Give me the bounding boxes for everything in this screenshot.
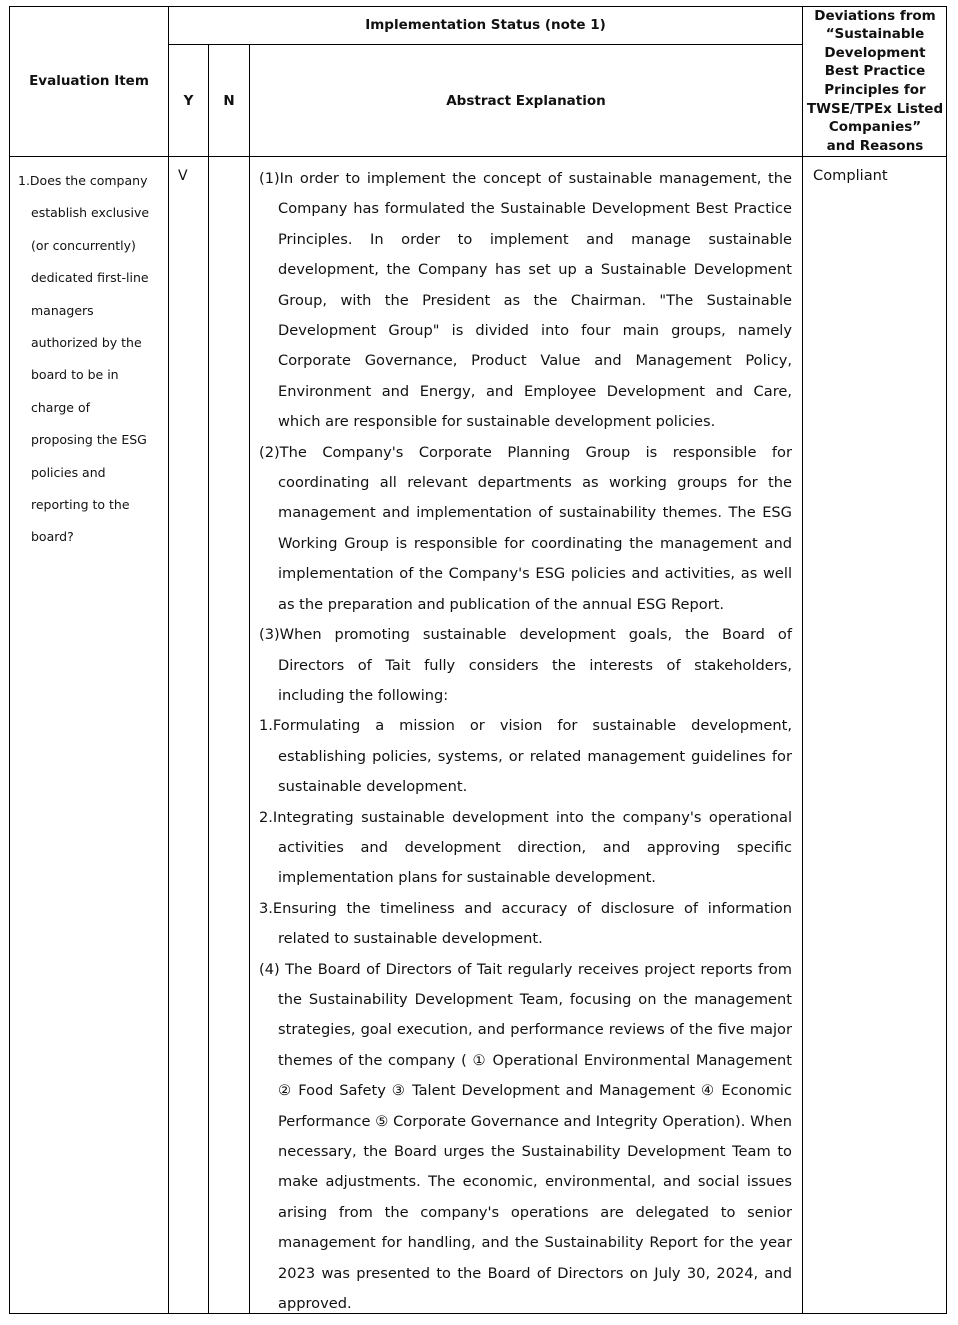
explanation-paragraph: (4) The Board of Directors of Tait regularly receives project reports from the Sustainability Development Team, focusing on the management strategies, goal execution, and performance reviews of the five major themes of the company ( ① Operational Environmental Management ② Food Safety ③ Talent Development and Management ④ Economic Performance ⑤ Corporate Governance and Integrity Operation). When necessary, the Board urges the Sustainability Development Team to make adjustments. The economic, environmental, and social issues arising from the company's operations are delegated to senior management for handling, and the Sustainability Report for the year 2023 was presented to the Board of Directors on July 30, 2024, and approved.: [259, 960, 792, 1313]
divider: [9, 156, 947, 157]
divider: [249, 44, 250, 1314]
evaluation-item-question: 1.Does the company establish exclusive (or concurrently) dedicated first-line managers authorized by the board to be in charge of proposing the ESG policies and reporting to the board?: [18, 173, 150, 545]
deviation-value: Compliant: [813, 167, 888, 184]
abstract-explanation: [259, 164, 792, 1319]
header-n: N: [223, 92, 235, 109]
header-abstract-explanation: Abstract Explanation: [446, 92, 606, 109]
header-implementation-status: Implementation Status (note 1): [365, 17, 606, 33]
divider: [208, 44, 209, 1314]
explanation-list-item: 2.Integrating sustainable development into the company's operational activities and development direction, and approving specific implementation plans for sustainable development.: [259, 808, 792, 887]
header-deviations: Deviations from “Sustainable Development Best Practice Principles for TWSE/TPEx Listed Companies” and Reasons: [806, 7, 944, 154]
explanation-paragraph: (3)When promoting sustainable development goals, the Board of Directors of Tait fully considers the interests of stakeholders, including the following:: [259, 626, 792, 704]
divider: [168, 6, 169, 1314]
header-y: Y: [183, 92, 194, 109]
explanation-list-item: 3.Ensuring the timeliness and accuracy of disclosure of information related to sustainable development.: [259, 899, 792, 948]
explanation-paragraph: (1)In order to implement the concept of sustainable management, the Company has formulated the Sustainable Development Best Practice Principles. In order to implement and manage sustainable development, the Company has set up a Sustainable Development Group, with the President as the Chairman. "The Sustainable Development Group" is divided into four main groups, namely Corporate Governance, Product Value and Management Policy, Environment and Energy, and Employee Development and Care, which are responsible for sustainable development policies.: [259, 170, 792, 431]
explanation-list-item: 1.Formulating a mission or vision for sustainable development, establishing policies, systems, or related management guidelines for sustainable development.: [259, 717, 792, 796]
yes-mark: V: [178, 168, 188, 184]
explanation-paragraph: (2)The Company's Corporate Planning Group is responsible for coordinating all relevant departments as working groups for the management and implementation of sustainability themes. The ESG Working Group is responsible for coordinating the management and implementation of the Company's ESG policies and activities, as well as the preparation and publication of the annual ESG Report.: [259, 443, 792, 613]
divider: [802, 6, 803, 1314]
header-evaluation-item: Evaluation Item: [29, 73, 149, 89]
